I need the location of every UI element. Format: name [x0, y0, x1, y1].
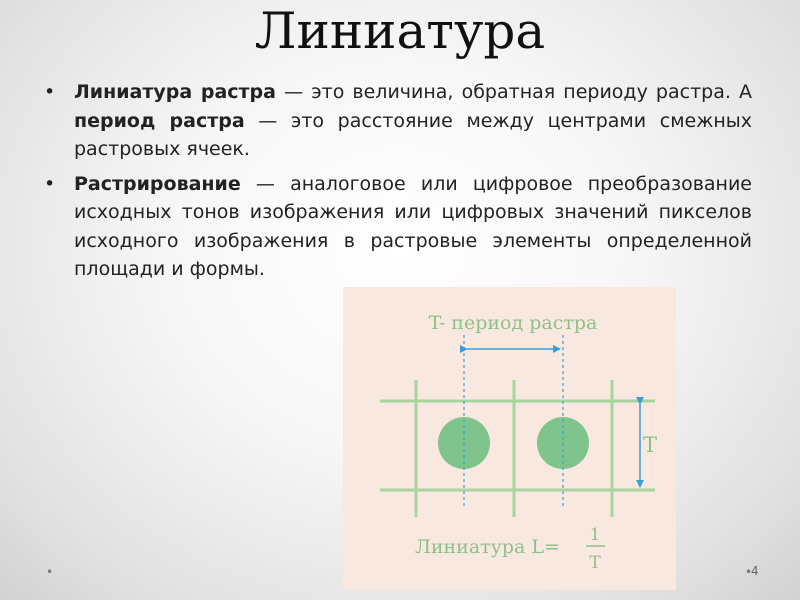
term-period: период растра: [74, 109, 245, 132]
formula-numerator: 1: [589, 525, 601, 545]
bullet-lineature: [44, 78, 752, 164]
t-label: T: [643, 433, 658, 457]
bullet-text: — аналоговое или цифровое преобразование исходных тонов изображения или цифровых значений пикселов исходного изображения в растровые элементы определенной площади и формы.: [74, 172, 752, 280]
slide-number: 4: [751, 564, 759, 578]
nav-next-dot[interactable]: •: [745, 565, 753, 579]
bullet-dot: •: [44, 81, 56, 103]
formula-denominator: T: [589, 553, 601, 573]
period-label: T- период растра: [428, 312, 598, 334]
slide-content: [44, 78, 752, 290]
raster-figure: [343, 287, 676, 590]
formula-label: Линиатура L=: [415, 536, 560, 558]
slide-title: Линиатура: [254, 2, 546, 60]
raster-diagram: [343, 287, 676, 590]
bullet-text: — это величина, обратная периоду растра. А: [275, 81, 752, 103]
bullet-dot: •: [44, 172, 56, 195]
term-rasterization: Растрирование: [74, 172, 241, 195]
nav-prev-dot[interactable]: •: [46, 565, 54, 579]
bullet-text: — это расстояние между центрами смежных растровых ячеек.: [74, 109, 752, 160]
bullet-rasterization: [44, 170, 752, 284]
term-lineature: Линиатура растра: [74, 81, 276, 103]
